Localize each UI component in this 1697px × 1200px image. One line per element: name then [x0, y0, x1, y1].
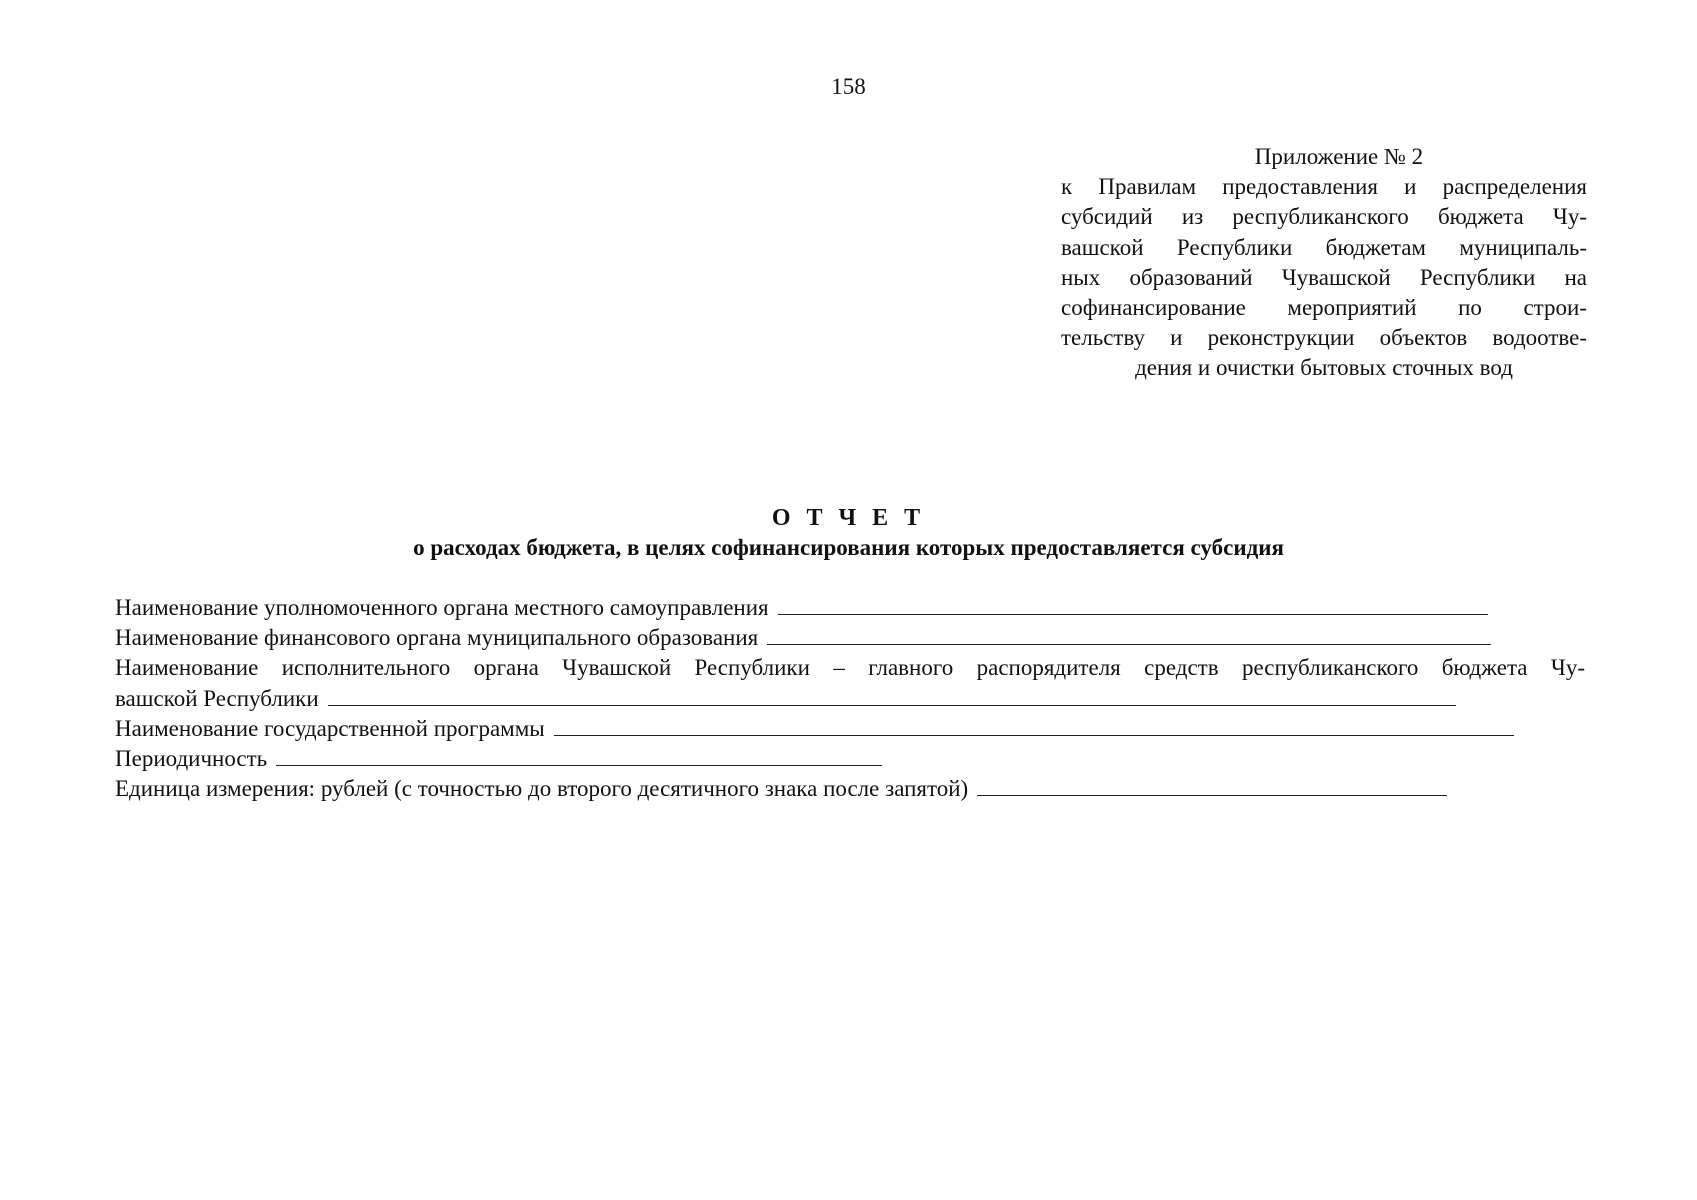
state-program-label: Наименование государственной программы: [115, 715, 545, 741]
appendix-line: к Правилам предоставления и распределения: [1061, 174, 1587, 200]
appendix-line: софинансирование мероприятий по строи-: [1061, 295, 1587, 321]
page-number: 158: [831, 74, 866, 99]
unit-row: [115, 774, 1585, 804]
local-authority-row: [115, 593, 1585, 623]
report-heading: [0, 503, 1697, 563]
executive-body-label-line1: Наименование исполнительного органа Чувашской Республики – главного распорядителя средств республиканского бюджета Чу-: [115, 655, 1585, 681]
unit-label: Единица измерения: рублей (с точностью до второго десятичного знака после запятой): [115, 776, 969, 802]
local-authority-field[interactable]: [778, 594, 1488, 615]
unit-field[interactable]: [977, 775, 1447, 796]
appendix-line: тельству и реконструкции объектов водоотве-: [1061, 325, 1587, 351]
appendix-line: дения и очистки бытовых сточных вод: [1135, 355, 1513, 381]
periodicity-row: [115, 744, 1585, 774]
report-form: [115, 593, 1585, 804]
report-title: О Т Ч Е Т: [771, 505, 926, 531]
appendix-line: ных образований Чувашской Республики на: [1061, 264, 1587, 290]
state-program-row: [115, 714, 1585, 744]
state-program-field[interactable]: [554, 715, 1514, 736]
finance-body-field[interactable]: [767, 624, 1491, 645]
executive-body-row: [115, 684, 1585, 714]
appendix-line: субсидий из республиканского бюджета Чу-: [1061, 204, 1587, 230]
appendix-block: [1061, 142, 1587, 384]
report-subtitle: о расходах бюджета, в целях софинансирования которых предоставляется субсидия: [413, 535, 1284, 560]
executive-body-field[interactable]: [328, 685, 1456, 706]
finance-body-row: [115, 623, 1585, 653]
local-authority-label: Наименование уполномоченного органа местного самоуправления: [115, 595, 769, 620]
executive-body-label-line2: вашской Республики: [115, 685, 319, 711]
appendix-line: вашской Республики бюджетам муниципаль-: [1061, 234, 1587, 260]
periodicity-label: Периодичность: [115, 746, 268, 772]
periodicity-field[interactable]: [276, 745, 882, 766]
finance-body-label: Наименование финансового органа муниципального образования: [115, 625, 759, 651]
appendix-title: Приложение № 2: [1254, 144, 1424, 169]
